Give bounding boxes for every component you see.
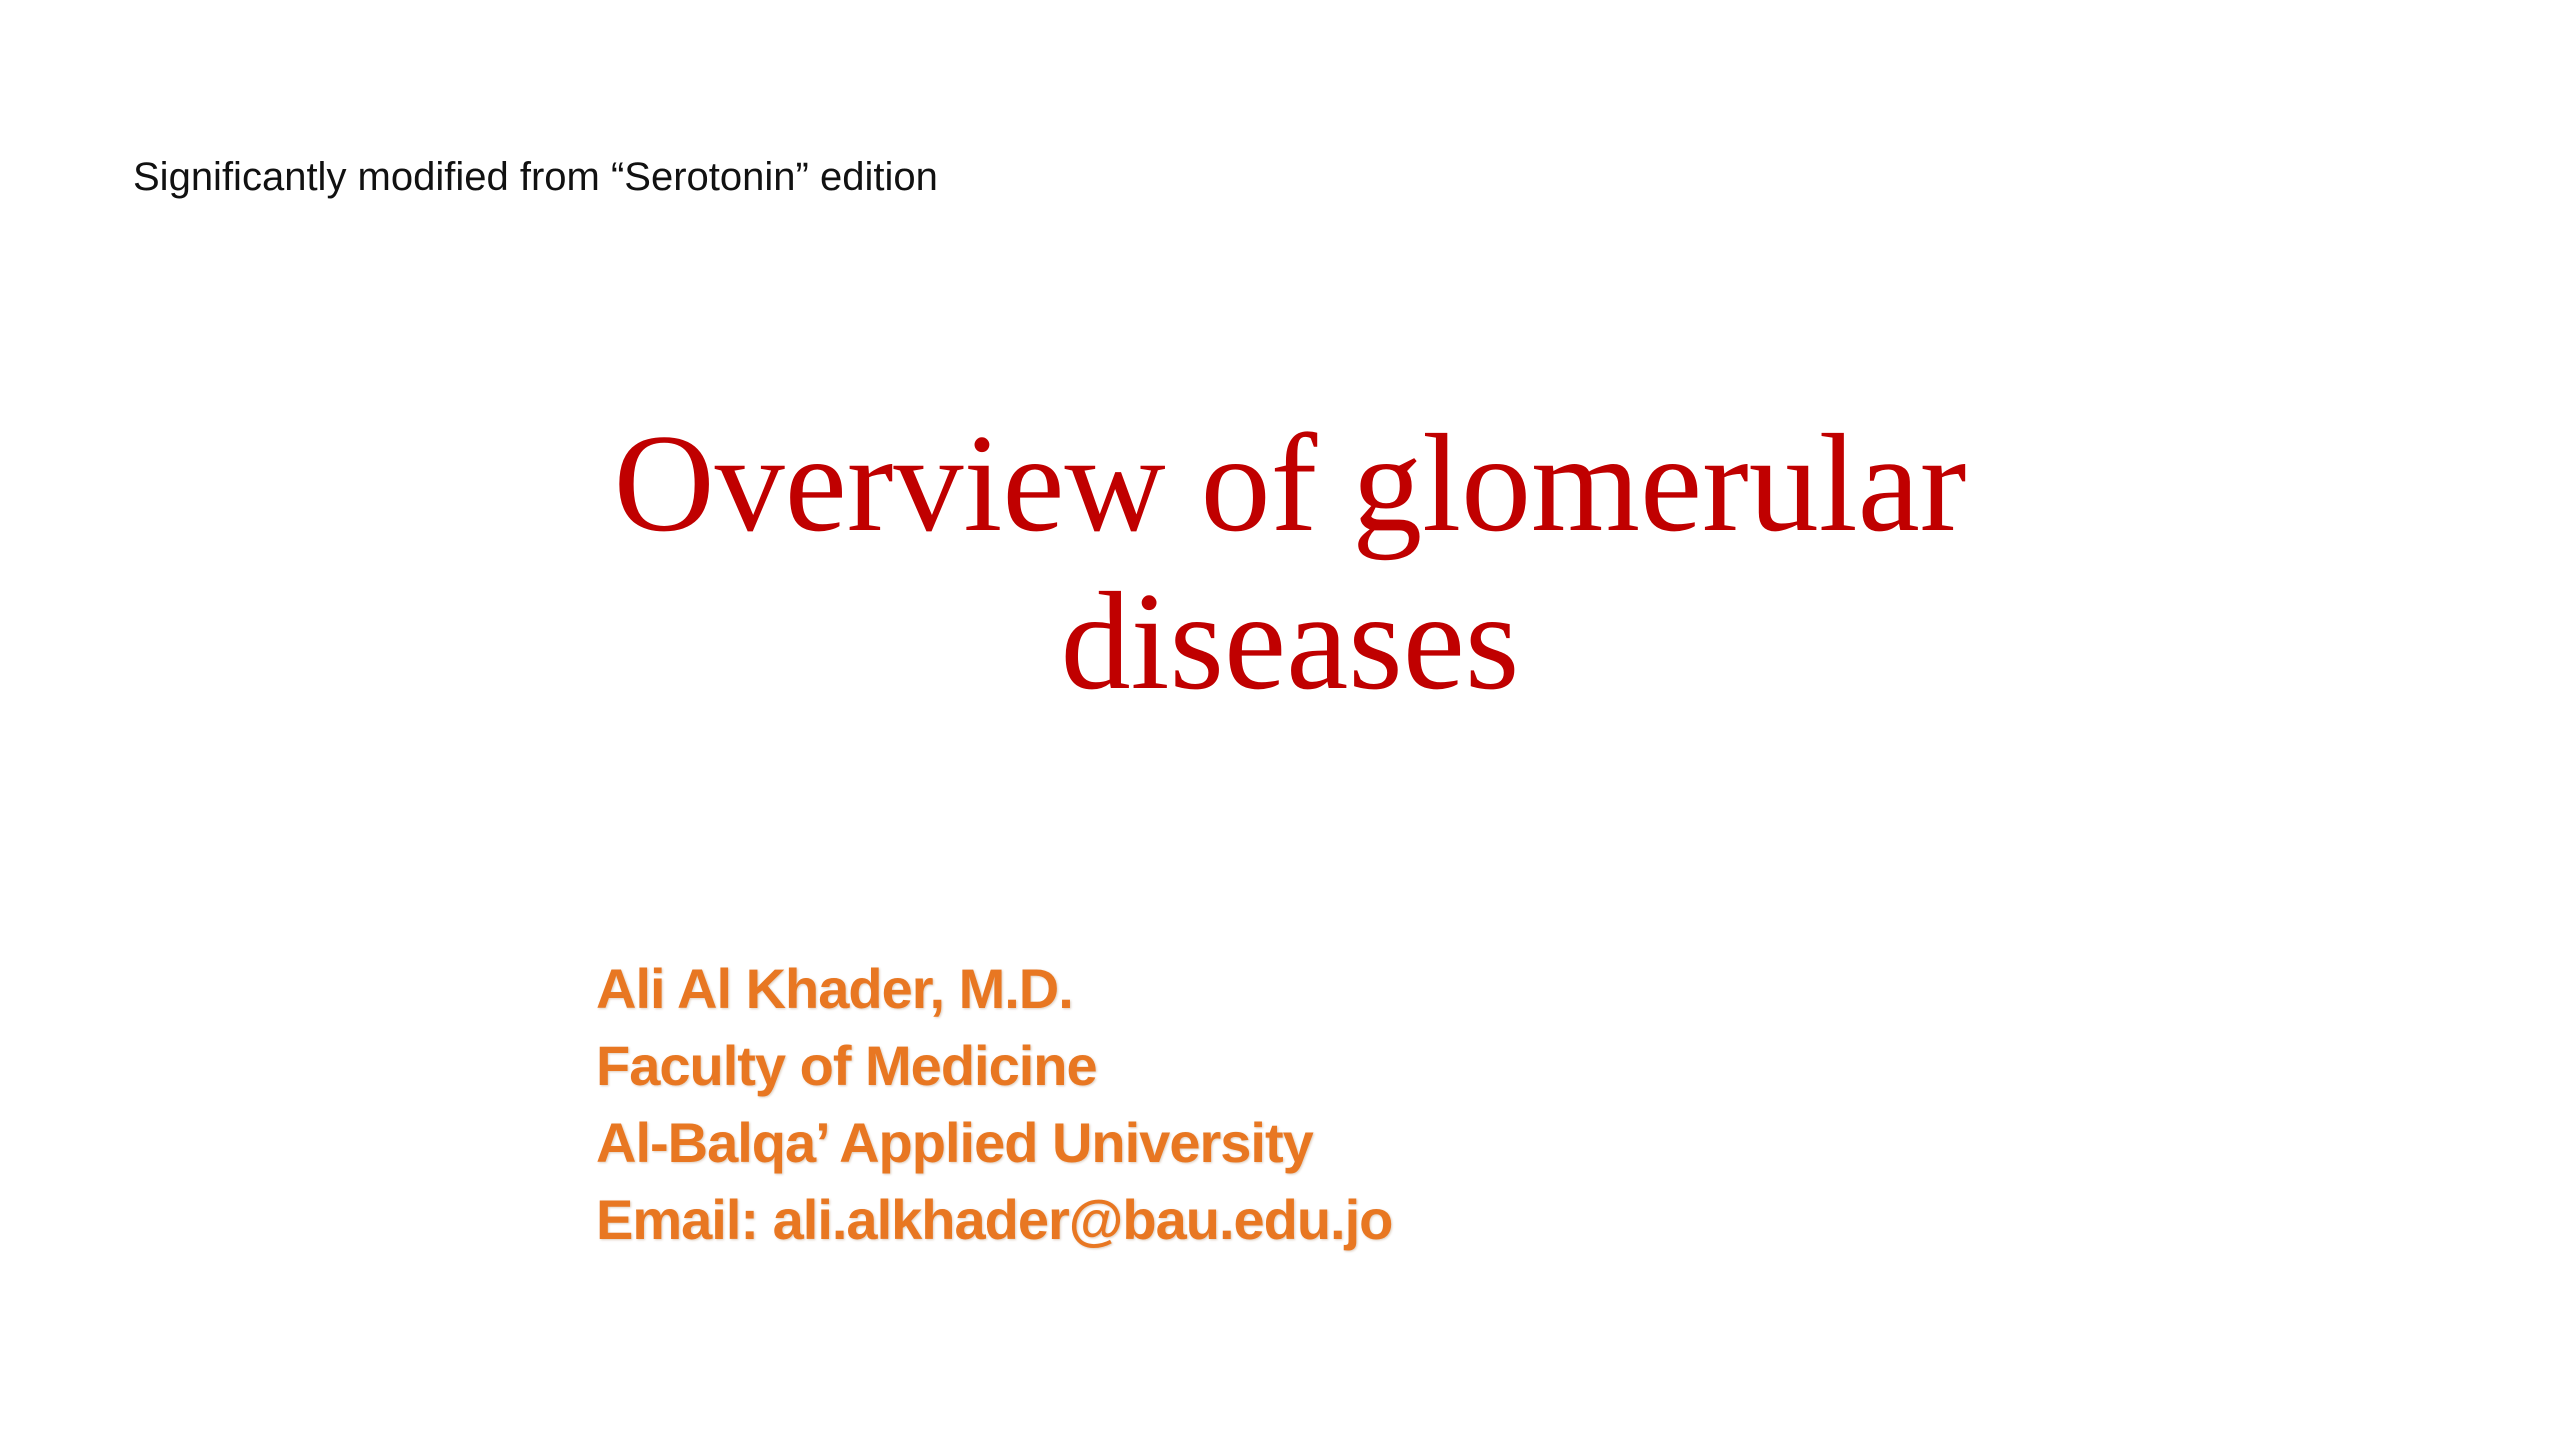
author-name: Ali Al Khader, M.D. — [596, 957, 1073, 1020]
author-block — [596, 950, 1392, 1258]
slide-title — [380, 405, 2200, 721]
title-line: diseases — [1060, 564, 1520, 719]
author-university: Al-Balqa’ Applied University — [596, 1111, 1313, 1174]
author-email: Email: ali.alkhader@bau.edu.jo — [596, 1188, 1393, 1251]
edition-note: Significantly modified from “Serotonin” edition — [133, 155, 938, 199]
author-faculty: Faculty of Medicine — [596, 1034, 1097, 1097]
title-line: Overview of glomerular — [613, 406, 1967, 561]
